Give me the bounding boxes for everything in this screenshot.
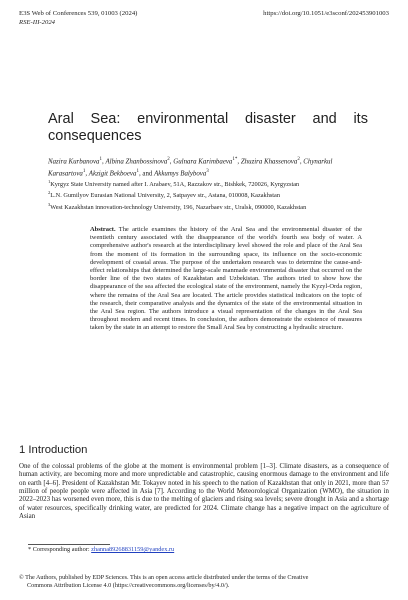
author-affil-mark: 3 xyxy=(206,168,209,174)
author-affil-mark: 1* xyxy=(232,157,238,162)
author-affil-mark: 1 xyxy=(82,168,86,174)
author-name: Gulnara Karimbaeva xyxy=(173,158,233,166)
title-word: its xyxy=(353,111,368,127)
title-line-1 xyxy=(48,111,368,128)
footnote-divider xyxy=(28,544,110,545)
affiliation-mark: 1 xyxy=(48,179,51,184)
affiliation-mark: 3 xyxy=(48,201,51,207)
author-list: Nazira Kurbanova$^1$, Albina Zhanbossinova$^2$, Gulnara Karimbaeva$^{1*}$, Zhuzira Khassenova$^2$, Chynarkul Karasartova$^1$, Akzigit Bekboeva$^1$, and Akkumys Balybova$^3$ xyxy=(48,157,333,178)
introduction-paragraph: One of the colossal problems of the globe at the moment is environmental problem [1–3]. Climate disasters, as a consequence of human activity, are becoming more and more unpredictable and catastrophic, causing enormous damage to the environment and life on earth [4–6]. President of Kazakhstan Mr. Tokayev noted in his speech to the nation of Kazakhstan that only in 2021, more than 57 million of people people were affected in Asia [7]. According to the World Meteorological Organization (WMO), the situation in 2022–2023 has worsened even more, this is due to the melting of glaciers and rising sea levels; severe drought in Asia and a shortage of water resources, specifically drinking water, are predicted for 2024. Climate change has a negative impact on the agriculture of Asian xyxy=(19,463,389,521)
footnote xyxy=(28,546,174,554)
author-name: Akzigit Bekboeva xyxy=(88,170,137,178)
paper-title xyxy=(48,111,368,145)
title-word: disaster xyxy=(244,111,296,127)
affiliation-text: L.N. Gumilyov Eurasian National University, 2, Satpayev str., Astana, 010008, Kazakhstan xyxy=(50,192,280,200)
affiliation-item xyxy=(48,178,378,189)
title-line-2: consequences xyxy=(48,128,142,144)
conference-code: RSE-III-2024 xyxy=(19,19,56,26)
affiliation-item xyxy=(48,201,378,212)
author-affil-mark: 1 xyxy=(99,157,102,162)
affiliation-text: Kyrgyz State University named after I. Arabaev, 51A, Razzakov str., Bishkek, 720026, Kyrgyzstan xyxy=(50,181,300,189)
section-heading: 1 Introduction xyxy=(19,444,88,456)
abstract-text: The article examines the history of the Aral Sea and the environmental disaster of the twentieth century associated with the disappearance of the world's fourth sea body of water. A comprehensive author's research at the interdisciplinary level showed the role and place of the Aral Sea from the moment of its formation in the surrounding space, its influence on the socio-economic development of coastal areas. The purpose of the undertaken research was to determine the cause-and-effect relationships that determined the large-scale manmade environmental disaster that occurred on the border line of the two states of Kazakhstan and Uzbekistan. The authors tried to show how the disappearance of the sea affected the ecological state of the environment, namely the Kyzyl-Orda region, where the remains of the Aral Sea are located. The article provides statistical indicators on the topic of the research, their comparative analysis and the dynamics of the state of the environmental situation in the Aral Sea region. The authors introduce a visual representation of the changes in the Aral Sea throughout modern and recent times. In conclusion, the authors demonstrate the existence of measures taken by the state in an attempt to restore the Small Aral Sea by constructing a hydraulic structure. xyxy=(90,226,362,332)
author-name: Akkumys Balybova xyxy=(154,170,207,178)
author-name: Albina Zhanbossinova xyxy=(105,158,168,166)
doi-link[interactable]: https://doi.org/10.1051/e3sconf/202453901003 xyxy=(263,10,389,17)
corresponding-email-link[interactable]: zhanna8926883115​9@yandex.ru xyxy=(91,546,175,553)
license-line-2: Commons Attribution License 4.0 (https://creativecommons.org/licenses/by/4.0/). xyxy=(27,581,230,589)
license-footer xyxy=(19,574,389,589)
title-word: Sea: xyxy=(90,111,121,127)
abstract xyxy=(90,226,362,333)
author-affil-mark: 2 xyxy=(167,157,170,162)
affiliations xyxy=(48,178,378,212)
abstract-label: Abstract. xyxy=(90,226,116,233)
title-word: and xyxy=(312,111,337,127)
author-conjunction: , and xyxy=(138,170,155,178)
author-affil-mark: 1 xyxy=(136,168,139,174)
author-name: Chynarkul Karasartova xyxy=(48,158,333,178)
author-name: Nazira Kurbanova xyxy=(48,158,100,166)
journal-citation: E3S Web of Conferences 539, 01003 (2024) xyxy=(19,10,138,17)
footnote-mark: * xyxy=(28,546,32,553)
author-name: Zhuzira Khassenova xyxy=(240,158,298,166)
author-affil-mark: 2 xyxy=(297,157,300,162)
title-word: Aral xyxy=(48,111,74,127)
affiliation-mark: 2 xyxy=(48,190,51,196)
title-word: environmental xyxy=(137,111,229,127)
license-line-1: © The Authors, published by EDP Sciences. This is an open access article distributed under the terms of the Creative xyxy=(19,574,309,581)
affiliation-item xyxy=(48,189,378,200)
affiliation-text: West Kazakhstan innovation-technology University, 196, Nazarbaev str., Uralsk, 090000, Kazakhstan xyxy=(50,203,307,211)
footnote-label: Corresponding author: xyxy=(31,546,92,553)
